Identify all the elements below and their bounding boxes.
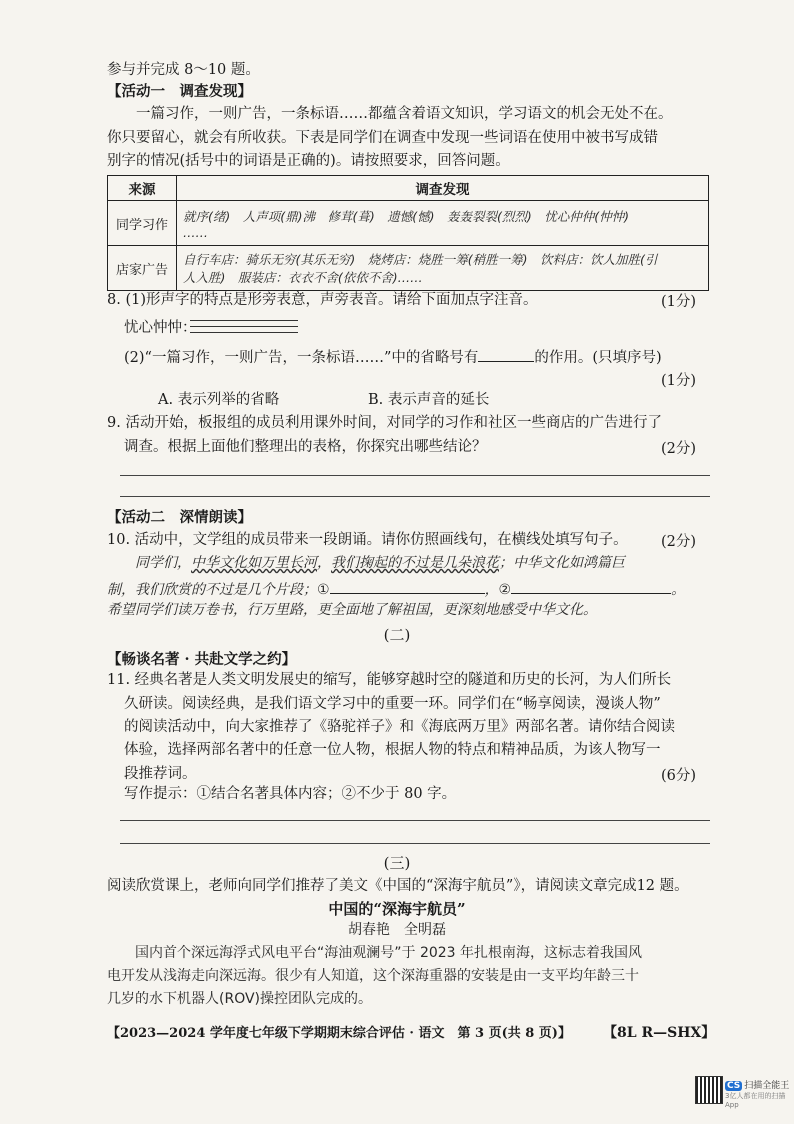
q8-part2-text: (2)“一篇习作，一则广告，一条标语……”中的省略号有 [124, 350, 479, 366]
article-title: 中国的“深海宇航员” [328, 900, 466, 918]
q10-passage-line2 [107, 577, 685, 600]
q10-text: 制，我们欣赏的不过是几个片段；① [107, 582, 330, 598]
q9-answer-line[interactable] [120, 475, 710, 476]
q11-line5: 段推荐词。 [124, 766, 197, 782]
findings-line: 人入胜) 服装店：衣衣不舍(依依不舍)…… [183, 270, 423, 285]
article-para-line3: 几岁的水下机器人(ROV)操控团队完成的。 [107, 991, 373, 1007]
q9-answer-line[interactable] [120, 496, 710, 497]
reading-title: 【畅谈名著 · 共赴文学之约】 [107, 651, 297, 668]
q10-model-sentence: 我们掬起的不过是几朵浪花 [331, 555, 499, 571]
findings-line: 自行车店：骑乐无穷(其乐无穷) 烧烤店：烧胜一筹(稍胜一筹) 饮料店：饮人加胜(引 [183, 252, 658, 267]
activity1-para-line2: 你只要留心，就会有所收获。下表是同学们在调查中发现一些词语在使用中被书写成错 [107, 130, 658, 146]
camscanner-logo-icon: CS [727, 1081, 741, 1091]
q8-part1: 8. (1)形声字的特点是形旁表意，声旁表音。请给下面加点字注音。 [107, 292, 538, 308]
q10-answer-blank-1[interactable] [330, 577, 485, 594]
table-header-findings: 调查发现 [177, 176, 709, 201]
q8-option-a: A. 表示列举的省略 [158, 392, 280, 408]
q8-option-b: B. 表示声音的延长 [368, 392, 490, 408]
table-row [108, 246, 709, 291]
q11-answer-line[interactable] [120, 843, 710, 844]
pinyin-answer-lines[interactable] [190, 318, 298, 336]
section-three-heading: (三) [383, 854, 411, 872]
q8-points1: (1分) [660, 294, 696, 310]
article-para-line2: 电开发从浅海走向深远海。很少有人知道，这个深海重器的安装是由一支平均年龄三十 [107, 968, 639, 984]
q10-answer-blank-2[interactable] [511, 577, 671, 594]
activity1-para-line3: 别字的情况(括号中的词语是正确的)。请按照要求，回答问题。 [107, 153, 510, 169]
q11-line1: 11. 经典名著是人类文明发展史的缩写，能够穿越时空的隧道和历史的长河，为人们所长 [107, 672, 672, 688]
table-header-row [108, 176, 709, 201]
survey-table [107, 175, 709, 291]
q11-points: (6分) [660, 768, 696, 784]
q10-text: 同学们， [107, 555, 191, 571]
q8-answer-blank[interactable] [478, 345, 534, 362]
q10-line1: 10. 活动中，文学组的成员带来一段朗诵。请你仿照画线句，在横线处填写句子。 [107, 532, 628, 548]
q8-points2: (1分) [660, 373, 696, 389]
q10-passage-line3: 希望同学们读万卷书，行万里路，更全面地了解祖国，更深刻地感受中华文化。 [107, 602, 597, 618]
findings-line: 就序(绪) 人声项(鼎)沸 修茸(葺) 遗憾(憾) 轰轰裂裂(烈烈) 忧心仲仲(忡忡) [183, 208, 630, 224]
activity1-title: 【活动一 调查发现】 [107, 83, 252, 100]
q11-line3: 的阅读活动中，向大家推荐了《骆驼祥子》和《海底两万里》两部名著。请你结合阅读 [124, 719, 675, 735]
scanner-app-name: 扫描全能王 [744, 1081, 790, 1091]
q10-text: 。 [671, 582, 686, 598]
article-para-line1: 国内首个深远海浮式风电平台“海油观澜号”于 2023 年扎根南海，这标志着我国风 [107, 945, 643, 961]
q10-text: ；中华文化如鸿篇巨 [499, 555, 625, 571]
table-row [108, 201, 709, 246]
footer-code: 【8L R—SHX】 [603, 1025, 716, 1041]
q10-model-sentence: 中华文化如万里长河 [191, 555, 317, 571]
q11-line4: 体验，选择两部名著中的任意一位人物，根据人物的特点和精神品质，为该人物写一 [124, 742, 661, 758]
q9-line2: 调查。根据上面他们整理出的表格，你探究出哪些结论？ [124, 439, 487, 455]
q10-text: ， [317, 555, 331, 571]
table-cell-findings [177, 201, 709, 246]
scanner-tagline: 3亿人都在用的扫描App [725, 1092, 786, 1109]
q8-part2 [124, 345, 662, 368]
q8-word: 忧心忡忡： [124, 320, 197, 336]
qr-code-icon [695, 1076, 723, 1104]
q11-line2: 久研读。阅读经典，是我们语文学习中的重要一环。同学们在“畅享阅读，漫谈人物” [124, 696, 661, 712]
q8-part2-tail: 的作用。(只填序号) [534, 350, 662, 366]
q11-hint: 写作提示：①结合名著具体内容；②不少于 80 字。 [124, 786, 457, 802]
findings-line: …… [183, 224, 208, 240]
table-cell-findings [177, 246, 709, 291]
q11-answer-line[interactable] [120, 820, 710, 821]
scanner-watermark [725, 1078, 794, 1109]
section3-intro: 阅读欣赏课上，老师向同学们推荐了美文《中国的“深海宇航员”》，请阅读文章完成12 题。 [107, 878, 689, 894]
section-two-heading: (二) [383, 626, 411, 644]
article-authors: 胡春艳 全明磊 [348, 922, 446, 938]
q10-points: (2分) [660, 534, 696, 550]
q10-text: ，② [484, 582, 512, 598]
table-cell-source: 店家广告 [108, 246, 177, 291]
q10-passage-line1 [107, 553, 625, 573]
footer-exam-info: 【2023—2024 学年度七年级下学期期末综合评估 · 语文 第 3 页(共 8 页)】 [107, 1026, 571, 1041]
table-header-source: 来源 [108, 176, 177, 201]
table-cell-source: 同学习作 [108, 201, 177, 246]
q9-points: (2分) [660, 441, 696, 457]
intro-line: 参与并完成 8～10 题。 [107, 62, 260, 78]
activity1-para-line1: 一篇习作，一则广告，一条标语……都蕴含着语文知识，学习语文的机会无处不在。 [107, 106, 673, 122]
q9-line1: 9. 活动开始，板报组的成员利用课外时间，对同学的习作和社区一些商店的广告进行了 [107, 415, 662, 431]
activity2-title: 【活动二 深情朗读】 [107, 509, 252, 526]
